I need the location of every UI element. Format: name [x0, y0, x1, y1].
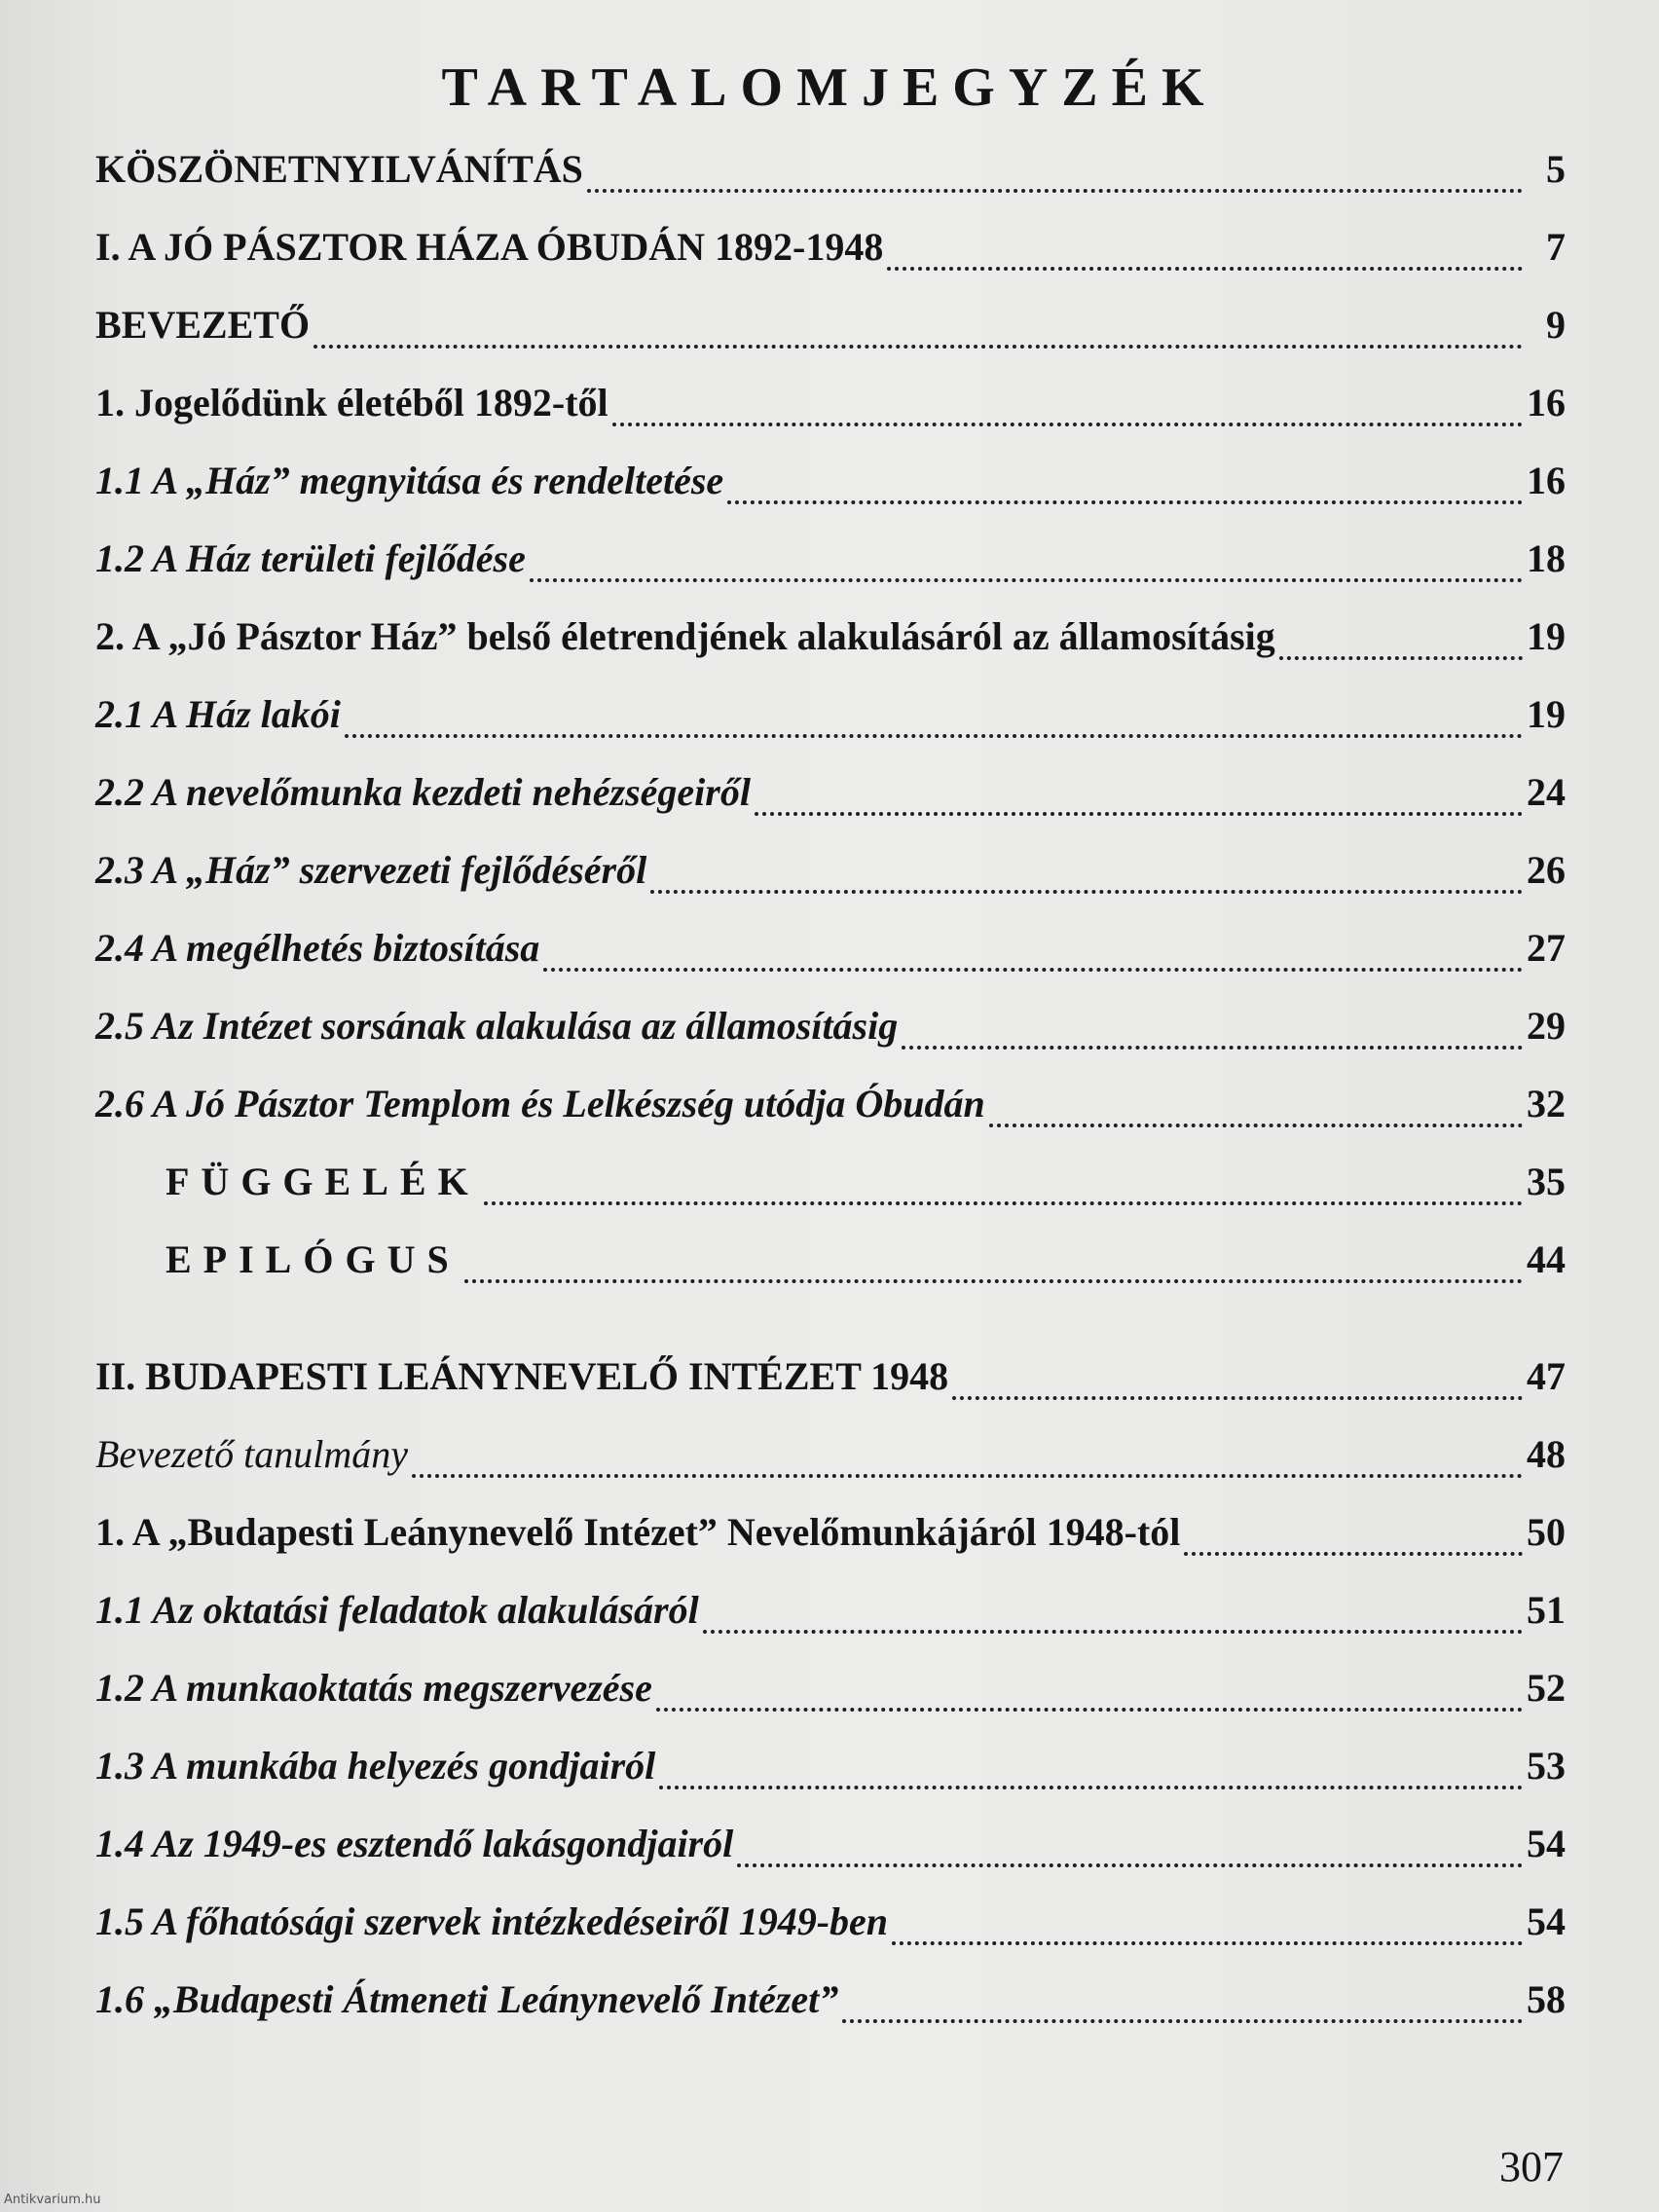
toc-entry-section-2-2: 2.2 A nevelőmunka kezdeti nehézségeiről 24: [95, 770, 1566, 814]
toc-entry-part2-section-1-6: 1.6 „Budapesti Átmeneti Leánynevelő Intézet” 58: [95, 1977, 1566, 2021]
page-number: 307: [1499, 2143, 1564, 2191]
toc-entry-acknowledgements: KÖSZÖNETNYILVÁNÍTÁS 5: [95, 147, 1566, 191]
toc-entry-part2-section-1-2: 1.2 A munkaoktatás megszervezése 52: [95, 1666, 1566, 1710]
toc-entry-section-1-2: 1.2 A Ház területi fejlődése 18: [95, 536, 1566, 580]
toc-entry-part2-section-1-4: 1.4 Az 1949-es esztendő lakásgondjairól 54: [95, 1822, 1566, 1865]
watermark: Antikvarium.hu: [4, 2193, 101, 2207]
toc-entry-section-1-1: 1.1 A „Ház” megnyitása és rendeltetése 16: [95, 459, 1566, 502]
toc-entry-section-2-4: 2.4 A megélhetés biztosítása 27: [95, 926, 1566, 970]
toc-entry-part2-section-1-3: 1.3 A munkába helyezés gondjairól 53: [95, 1744, 1566, 1788]
toc-entry-section-2-6: 2.6 A Jó Pásztor Templom és Lelkészség utódja Óbudán 32: [95, 1082, 1566, 1125]
toc-entry-part2-section-1-1: 1.1 Az oktatási feladatok alakulásáról 51: [95, 1588, 1566, 1632]
toc-entry-part2-section-1-5: 1.5 A főhatósági szervek intézkedéseiről 1949-ben 54: [95, 1899, 1566, 1943]
toc-entry-introductory-study: Bevezető tanulmány 48: [95, 1432, 1566, 1476]
page-title: TARTALOMJEGYZÉK: [441, 57, 1218, 118]
toc-entry-chapter-1: 1. Jogelődünk életéből 1892-től 16: [95, 381, 1566, 424]
toc-entry-epilogue: EPILÓGUS 44: [166, 1237, 1566, 1281]
toc-entry-introduction: BEVEZETŐ 9: [95, 303, 1566, 347]
toc-entry-chapter-2: 2. A „Jó Pásztor Ház” belső életrendjének alakulásáról az államosításig 19: [95, 614, 1566, 658]
toc-entry-part-two: II. BUDAPESTI LEÁNYNEVELŐ INTÉZET 1948 47: [95, 1354, 1566, 1398]
toc-entry-section-2-3: 2.3 A „Ház” szervezeti fejlődéséről 26: [95, 848, 1566, 892]
toc-entry-section-2-5: 2.5 Az Intézet sorsának alakulása az államosításig 29: [95, 1004, 1566, 1048]
toc-entry-section-2-1: 2.1 A Ház lakói 19: [95, 692, 1566, 736]
toc-entry-appendix: FÜGGELÉK 35: [166, 1160, 1566, 1203]
toc-entry-part-one: I. A JÓ PÁSZTOR HÁZA ÓBUDÁN 1892-1948 7: [95, 225, 1566, 269]
toc-entry-part2-chapter-1: 1. A „Budapesti Leánynevelő Intézet” Nevelőmunkájáról 1948-tól 50: [95, 1510, 1566, 1554]
